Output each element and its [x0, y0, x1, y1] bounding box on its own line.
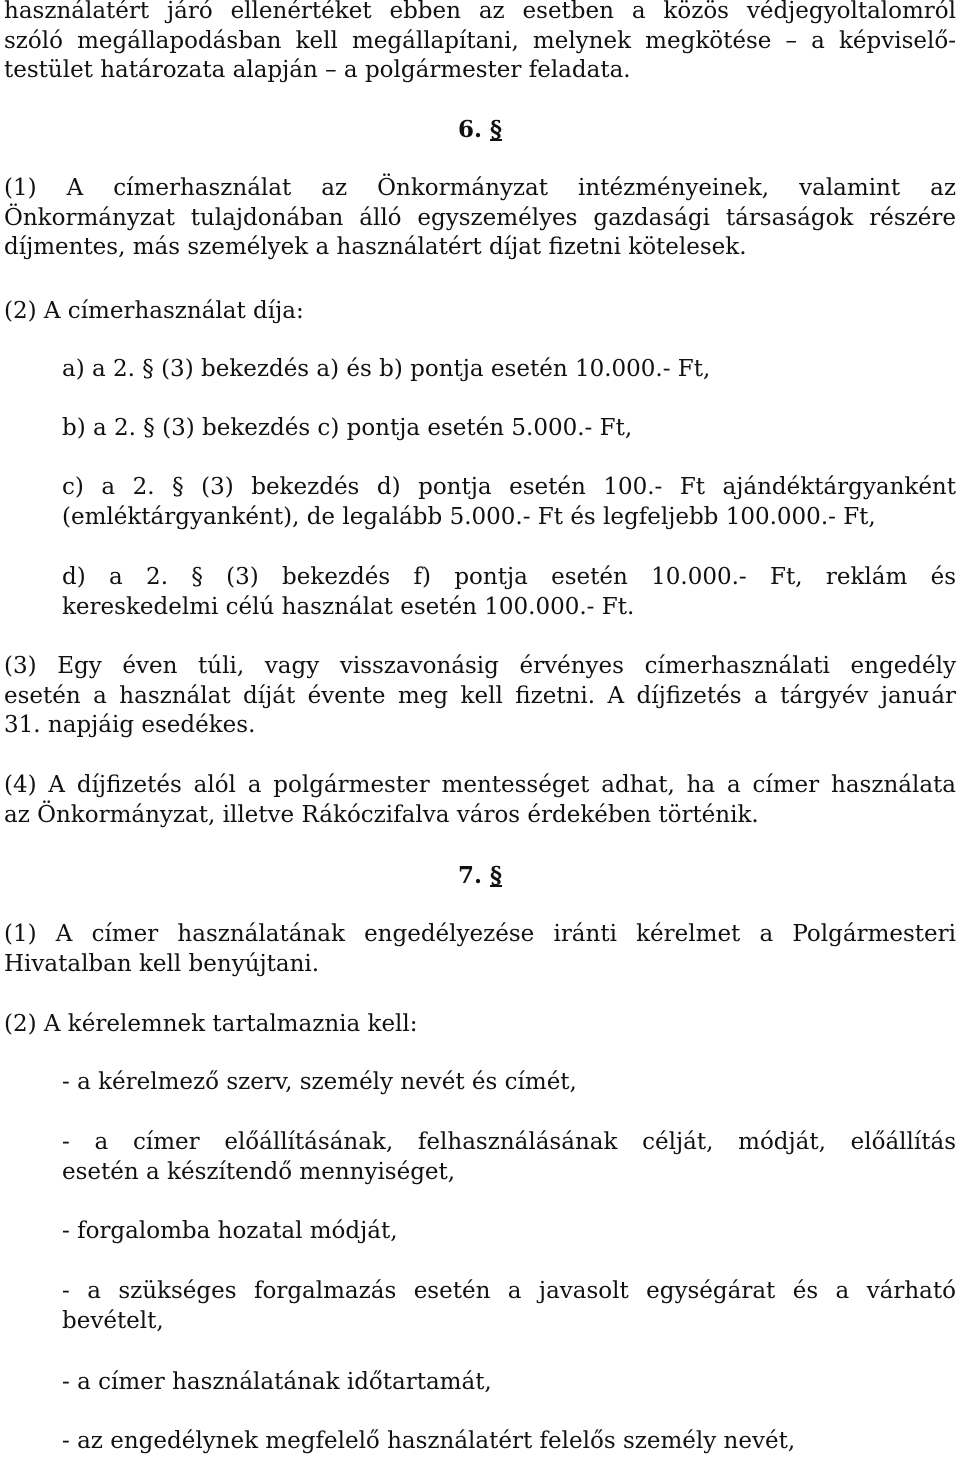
- section-number: 7.: [457, 862, 482, 889]
- text-line: (4) A díjfizetés alól a polgármester mentességet adhat, ha a címer használata: [4, 772, 956, 798]
- text-line: - a címer használatának időtartamát,: [62, 1369, 492, 1395]
- list-item: [62, 1427, 956, 1457]
- text-line: esetén a készítendő mennyiséget,: [62, 1158, 456, 1185]
- fee-item-c: [62, 473, 956, 532]
- s6-paragraph-4: [4, 771, 956, 830]
- fee-item-d: [62, 563, 956, 622]
- section-sign: §: [490, 862, 503, 889]
- list-item: [62, 1068, 956, 1098]
- text-line: testület határozata alapján – a polgármester feladata.: [4, 57, 631, 83]
- fee-item-a: [62, 355, 956, 385]
- section-7-heading: [0, 861, 960, 891]
- text-line: (1) A címer használatának engedélyezése iránti kérelmet a Polgármesteri: [4, 921, 956, 947]
- text-line: - a szükséges forgalmazás esetén a javasolt egységárat és a várható: [62, 1278, 956, 1304]
- intro-paragraph: [4, 0, 956, 86]
- text-line: - a címer előállításának, felhasználásának célját, módját, előállítás: [62, 1129, 956, 1155]
- s6-paragraph-1: [4, 174, 956, 263]
- text-line: esetén a használat díját évente meg kell fizetni. A díjfizetés a tárgyév január: [4, 682, 956, 709]
- text-line: c) a 2. § (3) bekezdés d) pontja esetén 100.- Ft ajándéktárgyanként: [62, 474, 956, 500]
- section-sign: §: [490, 116, 503, 143]
- list-item: [62, 1368, 956, 1398]
- text-line: (2) A címerhasználat díja:: [4, 298, 304, 324]
- text-line: az Önkormányzat, illetve Rákóczifalva város érdekében történik.: [4, 801, 759, 828]
- text-line: szóló megállapodásban kell megállapítani, melynek megkötése – a képviselő-: [4, 27, 956, 54]
- s6-paragraph-2: [4, 297, 956, 327]
- list-item: [62, 1128, 956, 1187]
- s7-paragraph-1: [4, 920, 956, 979]
- text-line: (1) A címerhasználat az Önkormányzat intézményeinek, valamint az: [4, 175, 956, 201]
- text-line: b) a 2. § (3) bekezdés c) pontja esetén 5.000.- Ft,: [62, 415, 633, 441]
- text-line: 31. napjáig esedékes.: [4, 712, 256, 738]
- text-line: - a kérelmező szerv, személy nevét és címét,: [62, 1069, 577, 1095]
- text-line: a) a 2. § (3) bekezdés a) és b) pontja esetén 10.000.- Ft,: [62, 356, 711, 382]
- section-number: 6.: [457, 116, 482, 143]
- text-line: kereskedelmi célú használat esetén 100.000.- Ft.: [62, 593, 635, 620]
- section-6-heading: [0, 115, 960, 145]
- text-line: (2) A kérelemnek tartalmaznia kell:: [4, 1011, 418, 1037]
- s6-paragraph-3: [4, 652, 956, 741]
- text-line: Önkormányzat tulajdonában álló egyszemélyes gazdasági társaságok részére: [4, 204, 956, 231]
- list-item: [62, 1277, 956, 1336]
- text-line: - az engedélynek megfelelő használatért felelős személy nevét,: [62, 1428, 796, 1454]
- s7-paragraph-2: [4, 1010, 956, 1040]
- text-line: d) a 2. § (3) bekezdés f) pontja esetén 10.000.- Ft, reklám és: [62, 564, 956, 590]
- text-line: használatért járó ellenértéket ebben az esetben a közös védjegyoltalomról: [4, 0, 956, 24]
- text-line: bevételt,: [62, 1307, 164, 1334]
- text-line: Hivatalban kell benyújtani.: [4, 950, 320, 977]
- text-line: (3) Egy éven túli, vagy visszavonásig érvényes címerhasználati engedély: [4, 653, 956, 679]
- text-line: (emléktárgyanként), de legalább 5.000.- Ft és legfeljebb 100.000.- Ft,: [62, 503, 876, 530]
- fee-item-b: [62, 414, 956, 444]
- list-item: [62, 1217, 956, 1247]
- text-line: - forgalomba hozatal módját,: [62, 1218, 398, 1244]
- text-line: díjmentes, más személyek a használatért díjat fizetni kötelesek.: [4, 234, 747, 260]
